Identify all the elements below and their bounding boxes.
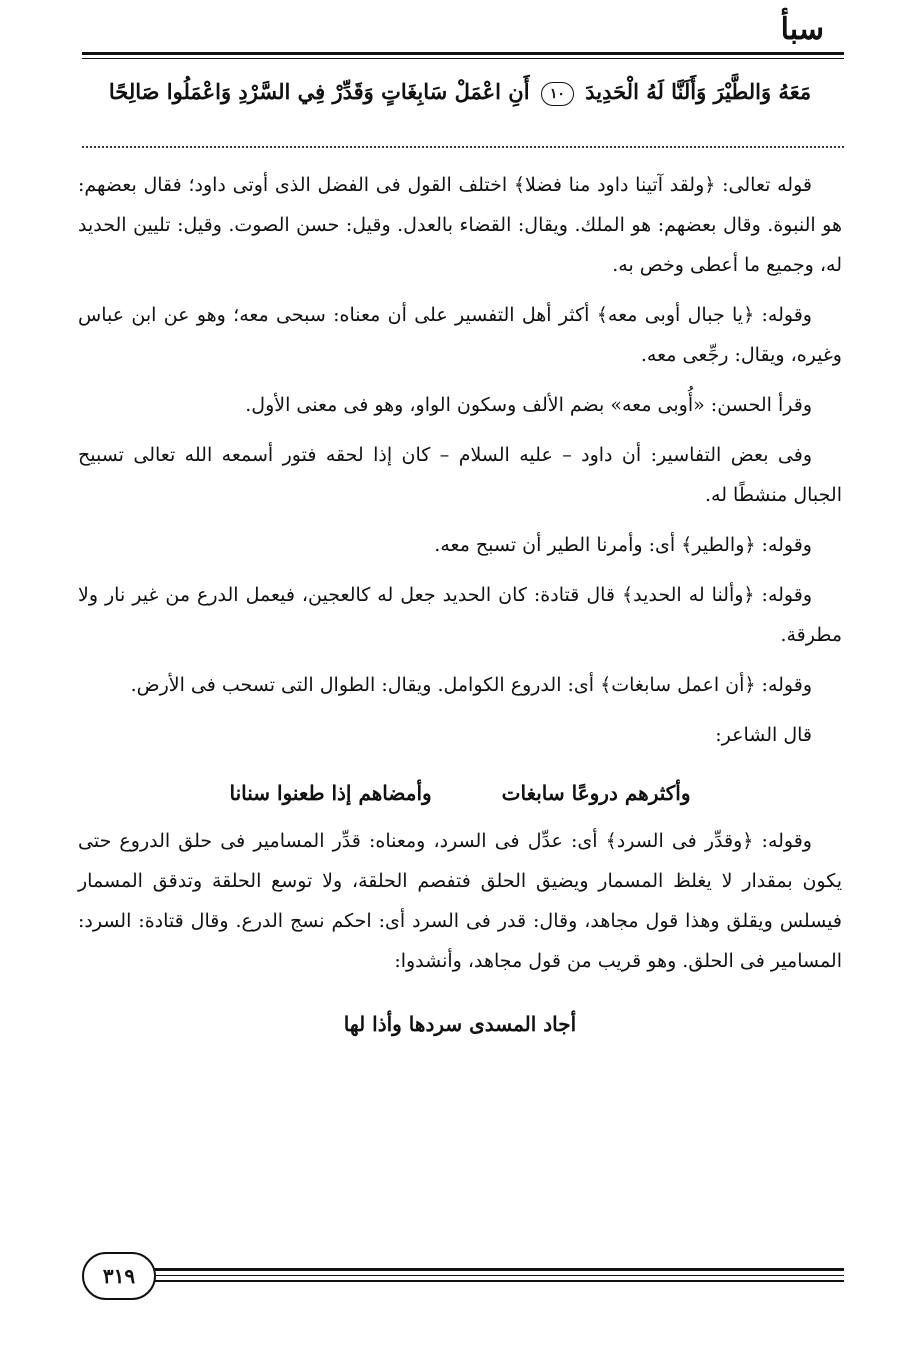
poem-verse: [78, 765, 842, 821]
verse-text-part-1: مَعَهُ وَالطَّيْرَ وَأَلَنَّا لَهُ الْحَدِيدَ: [585, 79, 812, 104]
paragraph: وقوله: ﴿يا جبال أوبى معه﴾ أكثر أهل التفسير على أن معناه: سبحى معه؛ وهو عن ابن عباس وغيره، ويقال: رجِّعى معه.: [78, 304, 842, 366]
verse-separator: [82, 146, 844, 148]
page-number: ٣١٩: [82, 1252, 156, 1300]
commentary-body: [78, 165, 842, 1057]
paragraph: وقرأ الحسن: «أُوبى معه» بضم الألف وسكون الواو، وهو فى معنى الأول.: [245, 394, 812, 416]
paragraph: وقوله: ﴿والطير﴾ أى: وأمرنا الطير أن تسبح معه.: [434, 534, 812, 556]
quran-verse-line: [78, 68, 842, 116]
surah-title: سبأ: [780, 12, 824, 47]
header-rule-thin: [82, 58, 844, 59]
poem-hemistich-first: وأكثرهم دروعًا سابغات: [501, 781, 691, 805]
verse-text-part-2: أَنِ اعْمَلْ سَابِغَاتٍ وَقَدِّرْ فِي السَّرْدِ وَاعْمَلُوا صَالِحًا: [108, 79, 530, 104]
paragraph: وقوله: ﴿وألنا له الحديد﴾ قال قتادة: كان الحديد جعل له كالعجين، فيعمل الدرع من غير نار ولا مطرقة.: [78, 584, 842, 646]
paragraph: قوله تعالى: ﴿ولقد آتينا داود منا فضلا﴾ اختلف القول فى الفضل الذى أوتى داود؛ فقال بعضهم: هو النبوة. وقال بعضهم: هو الملك. ويقال: القضاء بالعدل. وقيل: حسن الصوت. وقيل: تليين الحديد له، وجميع ما أعطى وخص به.: [78, 174, 842, 276]
poem-hemistich-second: وأمضاهم إذا طعنوا سنانا: [229, 781, 432, 805]
paragraph: وفى بعض التفاسير: أن داود – عليه السلام – كان إذا لحقه فتور أسمعه الله تعالى تسبيح الجبال منشطًا له.: [78, 444, 842, 506]
footer-rule: [150, 1268, 844, 1271]
footer-rule: [150, 1280, 844, 1282]
poem-verse-single: أجاد المسدى سردها وأذا لها: [343, 1012, 577, 1036]
paragraph: قال الشاعر:: [715, 724, 812, 746]
paragraph: وقوله: ﴿وقدِّر فى السرد﴾ أى: عدِّل فى السرد، ومعناه: قدِّر المسامير فى حلق الدروع حتى يكون بمقدار لا يغلظ المسمار ويضيق الحلق فتفصم الحلقة، ولا توسع الحلقة وتدقق المسمار فيسلس ويقلق وهذا قول مجاهد، وقال: قدر فى السرد أى: احكم نسج الدرع. وقال قتادة: السرد: المسامير فى الحلق. وهو قريب من قول مجاهد، وأنشدوا:: [78, 830, 842, 972]
verse-number-marker: ١٠: [541, 82, 574, 106]
paragraph: وقوله: ﴿أن اعمل سابغات﴾ أى: الدروع الكوامل. ويقال: الطوال التى تسحب فى الأرض.: [130, 674, 812, 696]
footer-rule: [150, 1275, 844, 1276]
header-rule-thick: [82, 52, 844, 55]
